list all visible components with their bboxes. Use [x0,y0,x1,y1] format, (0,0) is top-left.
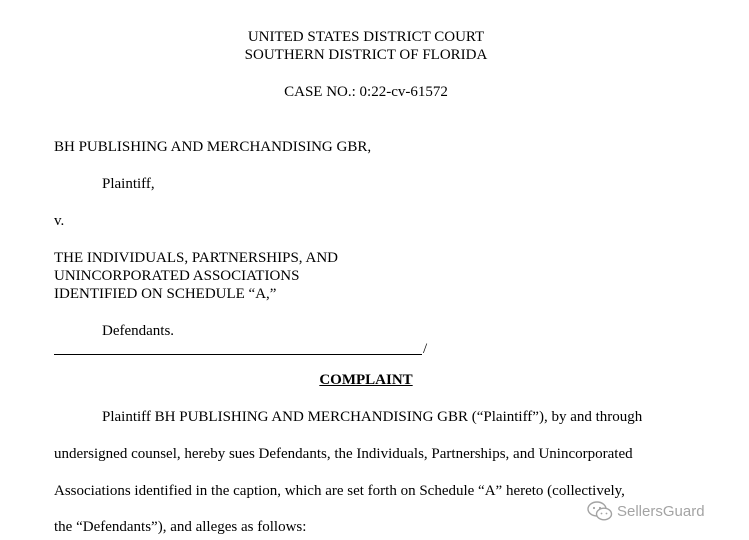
plaintiff-name: BH PUBLISHING AND MERCHANDISING GBR, [54,139,372,155]
defendants-name-line-3: IDENTIFIED ON SCHEDULE “A,” [54,286,277,302]
caption-divider-line [54,354,422,355]
caption-slash: / [423,341,428,357]
watermark-text: SellersGuard [617,502,705,520]
body-line-4: the “Defendants”), and alleges as follows: [54,519,307,535]
body-line-1: Plaintiff BH PUBLISHING AND MERCHANDISING GBR (“Plaintiff”), by and through [102,409,643,425]
body-line-3: Associations identified in the caption, which are set forth on Schedule “A” hereto (collectively, [54,483,625,499]
defendants-name-line-2: UNINCORPORATED ASSOCIATIONS [54,268,300,284]
body-line-2: undersigned counsel, hereby sues Defendants, the Individuals, Partnerships, and Unincorporated [54,446,633,462]
sellersguard-watermark [587,501,705,521]
defendants-role: Defendants. [102,323,175,339]
case-number: CASE NO.: 0:22-cv-61572 [284,84,448,100]
wechat-icon [587,501,613,521]
court-name-line-2: SOUTHERN DISTRICT OF FLORIDA [244,47,488,63]
complaint-title: COMPLAINT [319,372,413,388]
versus-label: v. [54,213,65,229]
plaintiff-role: Plaintiff, [102,176,155,192]
defendants-name-line-1: THE INDIVIDUALS, PARTNERSHIPS, AND [54,250,338,266]
court-name-line-1: UNITED STATES DISTRICT COURT [247,29,485,45]
